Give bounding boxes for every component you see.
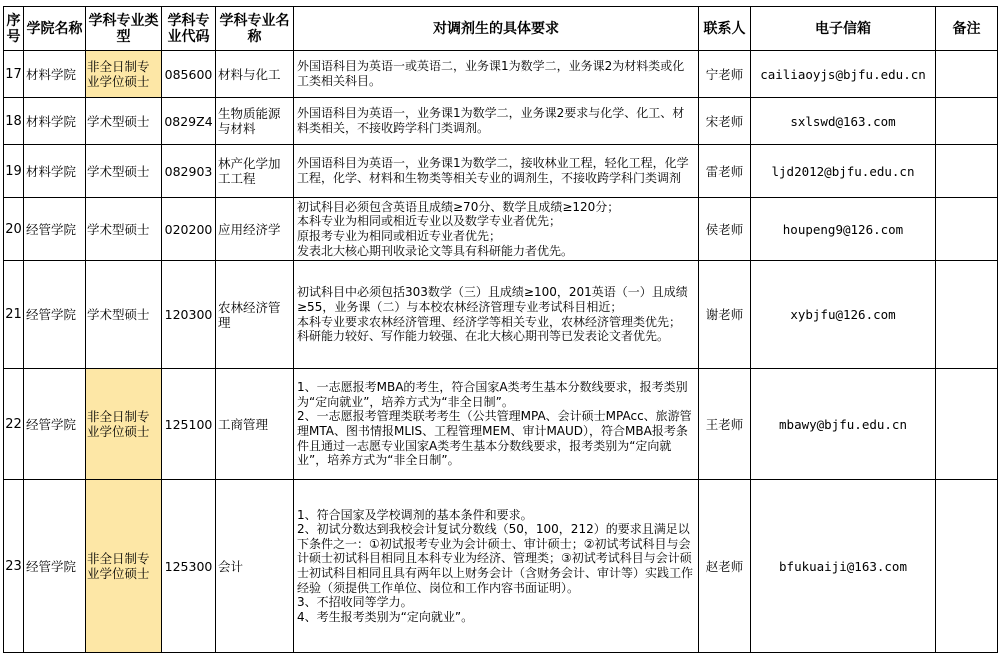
row-major: 农林经济管理: [216, 261, 294, 369]
row-email[interactable]: houpeng9@126.com: [751, 198, 936, 261]
requirement-line: 初试科目中必须包括303数学（三）且成绩≥100，201英语（一）且成绩≥55，业务课（二）与本校农林经济管理专业考试科目相近；: [297, 285, 688, 314]
requirement-line: 外国语科目为英语一，业务课1为数学二，业务课2要求与化学、化工、材料类相关，不接收跨学科门类调剂。: [297, 106, 685, 135]
row-type: 学术型硕士: [86, 145, 162, 198]
row-code: 125300: [162, 480, 216, 653]
row-contact: 宁老师: [699, 51, 751, 98]
requirement-line: 发表北大核心期刊收录论文等具有科研能力者优先。: [297, 243, 574, 258]
row-college: 材料学院: [24, 98, 86, 145]
requirement-line: 本科专业要求农林经济管理、经济学等相关专业，农林经济管理类优先；: [297, 314, 682, 329]
row-contact: 谢老师: [699, 261, 751, 369]
row-requirements: [294, 369, 699, 480]
row-college: 经管学院: [24, 198, 86, 261]
row-college: 经管学院: [24, 261, 86, 369]
row-type: 非全日制专业学位硕士: [86, 480, 162, 653]
header-code: 学科专业代码: [162, 7, 216, 51]
row-code: 125100: [162, 369, 216, 480]
table-row: [4, 198, 998, 261]
row-email[interactable]: sxlswd@163.com: [751, 98, 936, 145]
row-requirements: [294, 261, 699, 369]
table-row: [4, 480, 998, 653]
table-row: [4, 98, 998, 145]
row-note: [936, 145, 998, 198]
row-college: 材料学院: [24, 51, 86, 98]
row-note: [936, 261, 998, 369]
row-email[interactable]: ljd2012@bjfu.edu.cn: [751, 145, 936, 198]
table-row: [4, 145, 998, 198]
row-requirements: [294, 480, 699, 653]
header-note: 备注: [936, 7, 998, 51]
row-type: 学术型硕士: [86, 198, 162, 261]
row-college: 经管学院: [24, 369, 86, 480]
row-idx: 22: [4, 369, 24, 480]
requirement-line: 4、考生报考类别为“定向就业”。: [297, 609, 474, 624]
requirement-line: 科研能力较好、写作能力较强、在北大核心期刊等已发表论文者优先。: [297, 329, 670, 344]
row-note: [936, 98, 998, 145]
row-note: [936, 198, 998, 261]
row-contact: 侯老师: [699, 198, 751, 261]
row-note: [936, 369, 998, 480]
requirement-line: 1、符合国家及学校调剂的基本条件和要求。: [297, 507, 533, 522]
row-idx: 23: [4, 480, 24, 653]
row-email[interactable]: xybjfu@126.com: [751, 261, 936, 369]
row-type: 非全日制专业学位硕士: [86, 369, 162, 480]
row-idx: 17: [4, 51, 24, 98]
row-major: 材料与化工: [216, 51, 294, 98]
requirement-line: 2、一志愿报考管理类联考考生（公共管理MPA、会计硕士MPAcc、旅游管理MTA、图书情报MLIS、工程管理MEM、审计MAUD），符合MBA报考条件且通过一志愿专业国家A类考生基本分数线要求，报考类别为“定向就业”，培养方式为“非全日制”。: [297, 409, 692, 468]
row-email[interactable]: mbawy@bjfu.edu.cn: [751, 369, 936, 480]
requirement-line: 外国语科目为英语一，业务课1为数学二，接收林业工程，轻化工程，化学工程，化学、材料和生物类等相关专业的调剂生，不接收跨学科门类调剂: [297, 156, 689, 185]
header-college: 学院名称: [24, 7, 86, 51]
header-idx: 序号: [4, 7, 24, 51]
row-type: 学术型硕士: [86, 98, 162, 145]
row-college: 材料学院: [24, 145, 86, 198]
row-contact: 雷老师: [699, 145, 751, 198]
row-major: 林产化学加工工程: [216, 145, 294, 198]
row-note: [936, 480, 998, 653]
row-code: 085600: [162, 51, 216, 98]
row-type: 学术型硕士: [86, 261, 162, 369]
requirement-line: 2、初试分数达到我校会计复试分数线（50，100，212）的要求且满足以下条件之一：①初试报考专业为会计硕士、审计硕士；②初试考试科目与会计硕士初试科目相同且本科专业为经济、管理类；③初试考试科目与会计硕士初试科目相同且具有两年以上财务会计（含财务会计、审计等）实践工作经验（须提供工作单位、岗位和工作内容书面证明）。: [297, 522, 694, 595]
row-idx: 21: [4, 261, 24, 369]
row-code: 0829Z4: [162, 98, 216, 145]
row-code: 082903: [162, 145, 216, 198]
requirement-line: 本科专业为相同或相近专业以及数学专业者优先；: [297, 214, 562, 229]
requirement-line: 3、不招收同等学力。: [297, 595, 413, 610]
row-major: 会计: [216, 480, 294, 653]
row-idx: 19: [4, 145, 24, 198]
row-requirements: [294, 198, 699, 261]
table-row: [4, 51, 998, 98]
table-row: [4, 369, 998, 480]
row-requirements: [294, 98, 699, 145]
row-note: [936, 51, 998, 98]
row-contact: 赵老师: [699, 480, 751, 653]
header-row: [4, 7, 998, 51]
row-requirements: [294, 51, 699, 98]
requirement-line: 1、一志愿报考MBA的考生，符合国家A类考生基本分数线要求，报考类别为“定向就业”，培养方式为“非全日制”。: [297, 380, 688, 409]
row-major: 生物质能源与材料: [216, 98, 294, 145]
requirement-line: 初试科目必须包含英语且成绩≥70分、数学且成绩≥120分；: [297, 199, 620, 214]
row-idx: 20: [4, 198, 24, 261]
table-row: [4, 261, 998, 369]
requirement-line: 原报考专业为相同或相近专业者优先；: [297, 229, 502, 243]
row-code: 120300: [162, 261, 216, 369]
row-contact: 宋老师: [699, 98, 751, 145]
row-code: 020200: [162, 198, 216, 261]
row-major: 应用经济学: [216, 198, 294, 261]
row-type: 非全日制专业学位硕士: [86, 51, 162, 98]
header-type: 学科专业类型: [86, 7, 162, 51]
header-email: 电子信箱: [751, 7, 936, 51]
row-college: 经管学院: [24, 480, 86, 653]
row-contact: 王老师: [699, 369, 751, 480]
header-major: 学科专业名称: [216, 7, 294, 51]
adjustment-table: [3, 6, 998, 653]
row-email[interactable]: bfukuaiji@163.com: [751, 480, 936, 653]
header-requirements: 对调剂生的具体要求: [294, 7, 699, 51]
row-major: 工商管理: [216, 369, 294, 480]
row-requirements: [294, 145, 699, 198]
row-email[interactable]: cailiaoyjs@bjfu.edu.cn: [751, 51, 936, 98]
header-contact: 联系人: [699, 7, 751, 51]
row-idx: 18: [4, 98, 24, 145]
requirement-line: 外国语科目为英语一或英语二，业务课1为数学二，业务课2为材料类或化工类相关科目。: [297, 59, 685, 88]
